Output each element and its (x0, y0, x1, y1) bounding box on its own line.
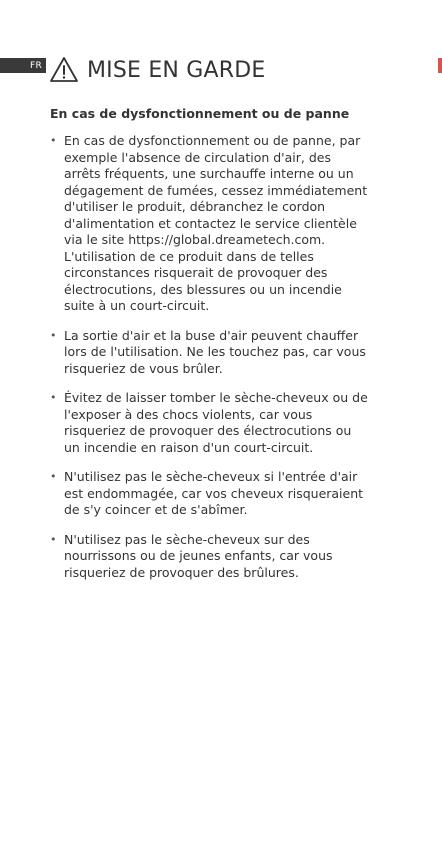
list-item (50, 469, 370, 519)
bullet: • (50, 532, 57, 546)
list-item-text: N'utilisez pas le sèche-cheveux si l'entrée d'air est endommagée, car vos cheveux risqueraient de s'y coincer et de s'abîmer. (64, 469, 364, 517)
bullet: • (50, 470, 57, 483)
bullet: • (50, 328, 57, 342)
edge-marker (438, 58, 442, 73)
language-tab (0, 58, 46, 73)
section-title: En cas de dysfonctionnement ou de panne (50, 106, 350, 121)
list-item-text: En cas de dysfonctionnement ou de panne, par exemple l'absence de circulation d'air, des arrêts fréquents, une surchauffe interne ou un dégagement de fumées, cessez immédiatement d'utiliser le produit, débranchez le cordon d'alimentation et contactez le service clientèle via le site https://global.dreametech.com. L'utilisation de ce produit dans de telles circonstances risquerait de provoquer des électrocutions, des blessures ou un incendie suite à un court-circuit. (64, 133, 368, 313)
list-item-text: N'utilisez pas le sèche-cheveux sur des nourrissons ou de jeunes enfants, car vous risqueriez de provoquer des brûlures. (64, 531, 333, 580)
warning-list (50, 133, 370, 594)
list-item (50, 133, 370, 315)
list-item (50, 328, 370, 378)
list-item (50, 390, 370, 456)
page-title: MISE EN GARDE (87, 58, 266, 83)
language-tab-label: FR (29, 60, 42, 71)
list-item-text: La sortie d'air et la buse d'air peuvent chauffer lors de l'utilisation. Ne les touchez pas, car vous risqueriez de vous brûler. (64, 327, 366, 376)
bullet: • (50, 391, 57, 404)
bullet: • (50, 134, 57, 147)
warning-triangle-icon (49, 56, 79, 83)
list-item-text: Évitez de laisser tomber le sèche-cheveux ou de l'exposer à des chocs violents, car vous risqueriez de provoquer des électrocutions ou un incendie en raison d'un court-circuit. (64, 390, 368, 455)
list-item (50, 532, 370, 582)
